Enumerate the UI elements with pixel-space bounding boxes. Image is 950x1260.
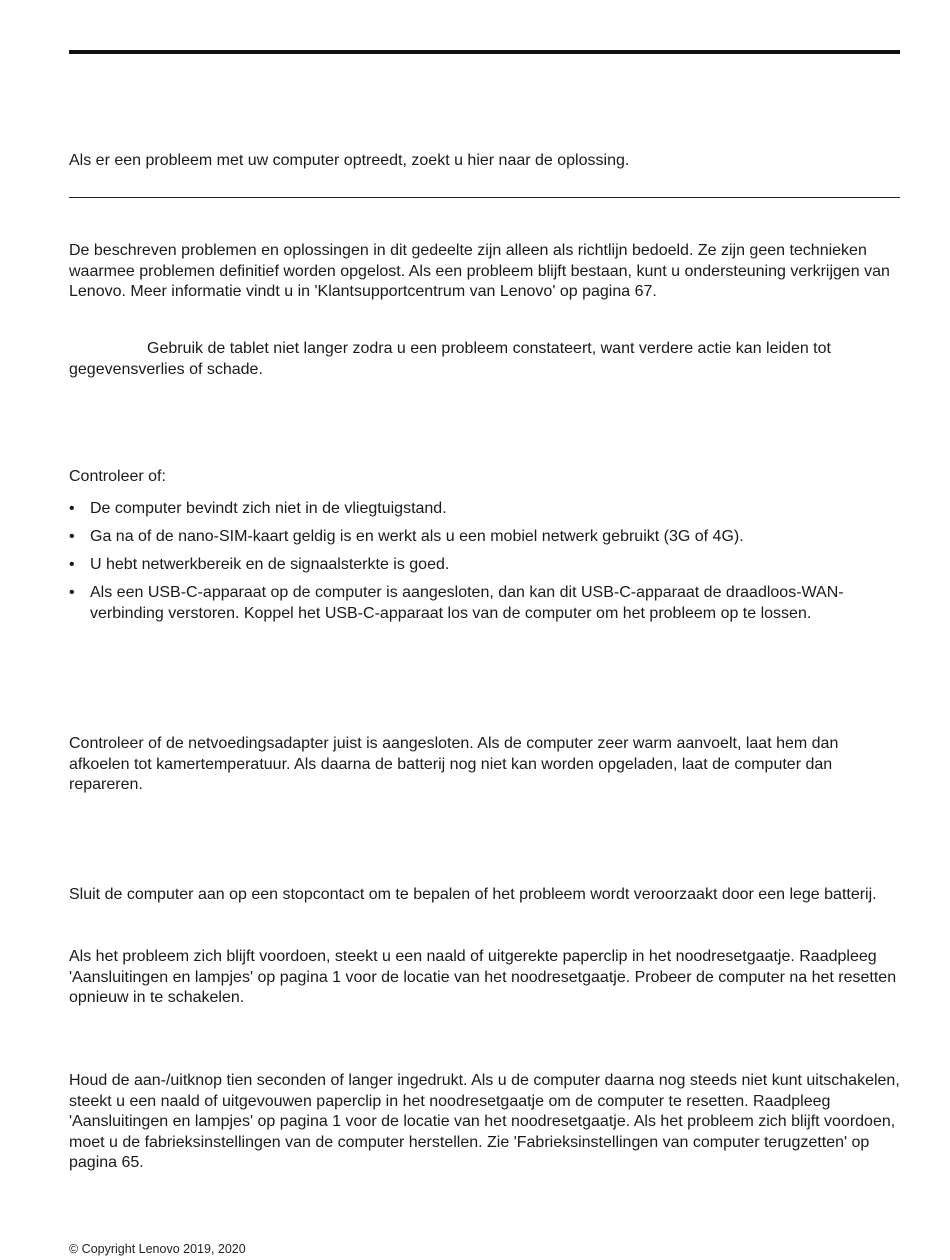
list-item xyxy=(69,499,900,520)
battery-paragraph-2: Als het probleem zich blijft voordoen, steekt u een naald of uitgerekte paperclip in het noodresetgaatje. Raadpleeg 'Aansluitingen en lampjes' op pagina 1 voor de locatie van het noodresetgaatje. Probeer de computer na het resetten opnieuw in te schakelen. xyxy=(69,948,897,1006)
list-item xyxy=(69,555,900,576)
power-button-paragraph: Houd de aan-/uitknop tien seconden of langer ingedrukt. Als u de computer daarna nog steeds niet kunt uitschakelen, steekt u een naald of uitgevouwen paperclip in het noodresetgaatje om de computer te resetten. Raadpleeg 'Aansluitingen en lampjes' op pagina 1 voor de locatie van het noodresetgaatje. Als het probleem zich blijft voordoen, moet u de fabrieksinstellingen van de computer herstellen. Zie 'Fabrieksinstellingen van computer terugzetten' op pagina 65. xyxy=(69,1072,900,1171)
section-divider xyxy=(69,197,900,198)
list-item-text: U hebt netwerkbereik en de signaalsterkte is goed. xyxy=(90,556,450,573)
attention-note xyxy=(69,339,900,380)
attention-text: Gebruik de tablet niet langer zodra u een probleem constateert, want verdere actie kan leiden tot gegevensverlies of schade. xyxy=(69,340,831,378)
charging-paragraph: Controleer of de netvoedingsadapter juist is aangesloten. Als de computer zeer warm aanvoelt, laat hem dan afkoelen tot kamertemperatuur. Als daarna de batterij nog niet kan worden opgeladen, laat de computer dan repareren. xyxy=(69,735,839,793)
battery-paragraph-1: Sluit de computer aan op een stopcontact om te bepalen of het probleem wordt veroorzaakt door een lege batterij. xyxy=(69,886,877,903)
bullet-icon: • xyxy=(69,500,75,517)
disclaimer-paragraph: De beschreven problemen en oplossingen in dit gedeelte zijn alleen als richtlijn bedoeld. Ze zijn geen technieken waarmee problemen definitief worden opgelost. Als een probleem blijft bestaan, kunt u ondersteuning verkrijgen van Lenovo. Meer informatie vindt u in 'Klantsupportcentrum van Lenovo' op pagina 67. xyxy=(69,242,890,300)
copyright-footer: © Copyright Lenovo 2019, 2020 xyxy=(69,1242,246,1256)
bullet-icon: • xyxy=(69,584,75,601)
chapter-top-rule xyxy=(69,50,900,54)
list-item-text: Ga na of de nano-SIM-kaart geldig is en werkt als u een mobiel netwerk gebruikt (3G of 4G). xyxy=(90,528,744,545)
list-item-text: De computer bevindt zich niet in de vliegtuigstand. xyxy=(90,500,447,517)
list-item xyxy=(69,527,900,548)
bullet-icon: • xyxy=(69,556,75,573)
bullet-icon: • xyxy=(69,528,75,545)
list-item xyxy=(69,583,900,624)
document-page xyxy=(69,0,900,1260)
wwan-check-lead: Controleer of: xyxy=(69,468,166,485)
wwan-check-list xyxy=(69,499,900,632)
intro-paragraph: Als er een probleem met uw computer optreedt, zoekt u hier naar de oplossing. xyxy=(69,152,630,169)
list-item-text: Als een USB-C-apparaat op de computer is aangesloten, dan kan dit USB-C-apparaat de draadloos-WAN-verbinding verstoren. Koppel het USB-C-apparaat los van de computer om het probleem op te lossen. xyxy=(90,584,844,622)
